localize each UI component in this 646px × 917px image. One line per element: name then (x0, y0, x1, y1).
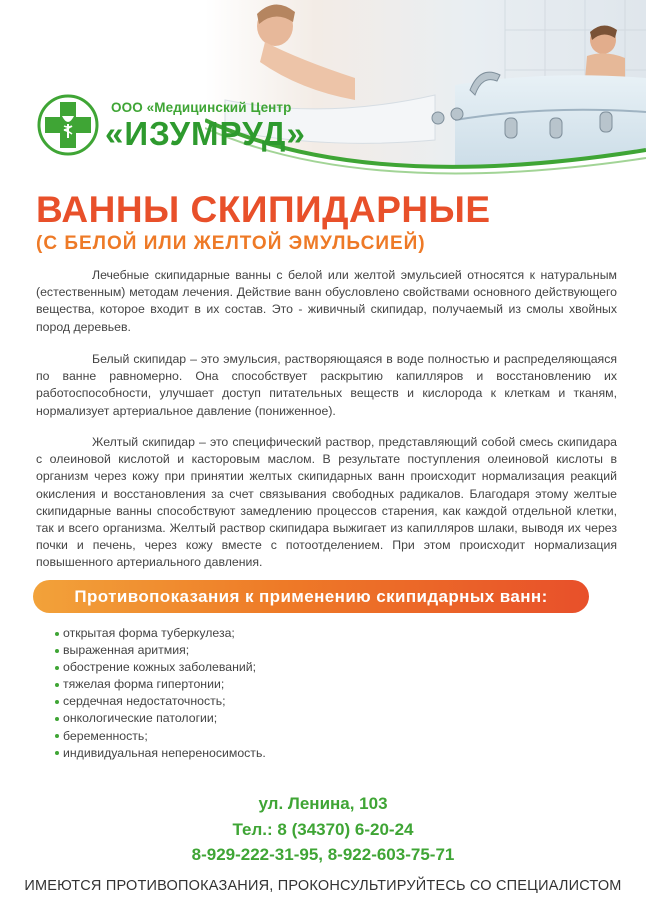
list-item: обострение кожных заболеваний; (55, 659, 266, 676)
green-dot-icon (55, 700, 59, 704)
header-photo (205, 0, 646, 190)
phones-mobile: 8-929-222-31-95, 8-922-603-75-71 (191, 845, 455, 864)
page-subtitle: (С БЕЛОЙ ИЛИ ЖЕЛТОЙ ЭМУЛЬСИЕЙ) (36, 233, 426, 254)
disclaimer-footer: ИМЕЮТСЯ ПРОТИВОПОКАЗАНИЯ, ПРОКОНСУЛЬТИРУЙТЕСЬ СО СПЕЦИАЛИСТОМ (24, 878, 622, 894)
list-item: сердечная недостаточность; (55, 693, 266, 710)
list-item: выраженная аритмия; (55, 642, 266, 659)
brand-name: «ИЗУМРУД» (105, 115, 306, 152)
page-title: ВАННЫ СКИПИДАРНЫЕ (36, 189, 491, 230)
organization-name: ООО «Медицинский Центр (111, 100, 292, 115)
paragraph-white-turpentine: Белый скипидар – это эмульсия, растворяющаяся в воде полностью и распределяющаяся по ванне равномерно. Она способствует раскрытию капилляров и восстановлению их работоспособности, улучшает доступ питательных веществ и кислорода к клеткам и тканям, нормализует артериальное давление (пониженное). (36, 352, 617, 418)
contraindications-heading: Противопоказания к применению скипидарных ванн: (33, 580, 589, 613)
medical-cross-bowl-snake-icon (37, 94, 99, 156)
green-dot-icon (55, 683, 59, 687)
green-dot-icon (55, 649, 59, 653)
list-item: тяжелая форма гипертонии; (55, 676, 266, 693)
list-item: открытая форма туберкулеза; (55, 625, 266, 642)
list-item: индивидуальная непереносимость. (55, 745, 266, 762)
green-dot-icon (55, 717, 59, 721)
green-dot-icon (55, 734, 59, 738)
contraindications-list (55, 625, 266, 762)
list-item: беременность; (55, 728, 266, 745)
paragraph-yellow-turpentine: Желтый скипидар – это специфический раствор, представляющий собой смесь скипидара с олеиновой кислотой и касторовым маслом. В результате поступления олеиновой кислоты в организм через кожу при принятии желтых скипидарных ванн происходит нормализация реакций окисления и восстановления за счет связывания свободных радикалов. Благодаря этому желтые скипидарные ванны способствуют замедлению процессов старения, как каждой отдельной клетки, так и всего организма. Желтый раствор скипидара выжигает из капилляров шлаки, выводя их через почки и печень, через кожу вместе с потоотделением. При этом происходит нормализация повышенного артериального давления. (36, 435, 617, 570)
green-dot-icon (55, 632, 59, 636)
address: ул. Ленина, 103 (258, 794, 388, 813)
paragraph-intro: Лечебные скипидарные ванны с белой или желтой эмульсией относятся к натуральным (естественным) методам лечения. Действие ванн обусловлено свойствами основного действующего вещества, которое входит в их состав. Это - живичный скипидар, получаемый из смолы хвойных пород деревьев. (36, 268, 617, 334)
phone-main: Тел.: 8 (34370) 6-20-24 (232, 820, 414, 839)
green-dot-icon (55, 751, 59, 755)
green-dot-icon (55, 666, 59, 670)
list-item: онкологические патологии; (55, 710, 266, 727)
